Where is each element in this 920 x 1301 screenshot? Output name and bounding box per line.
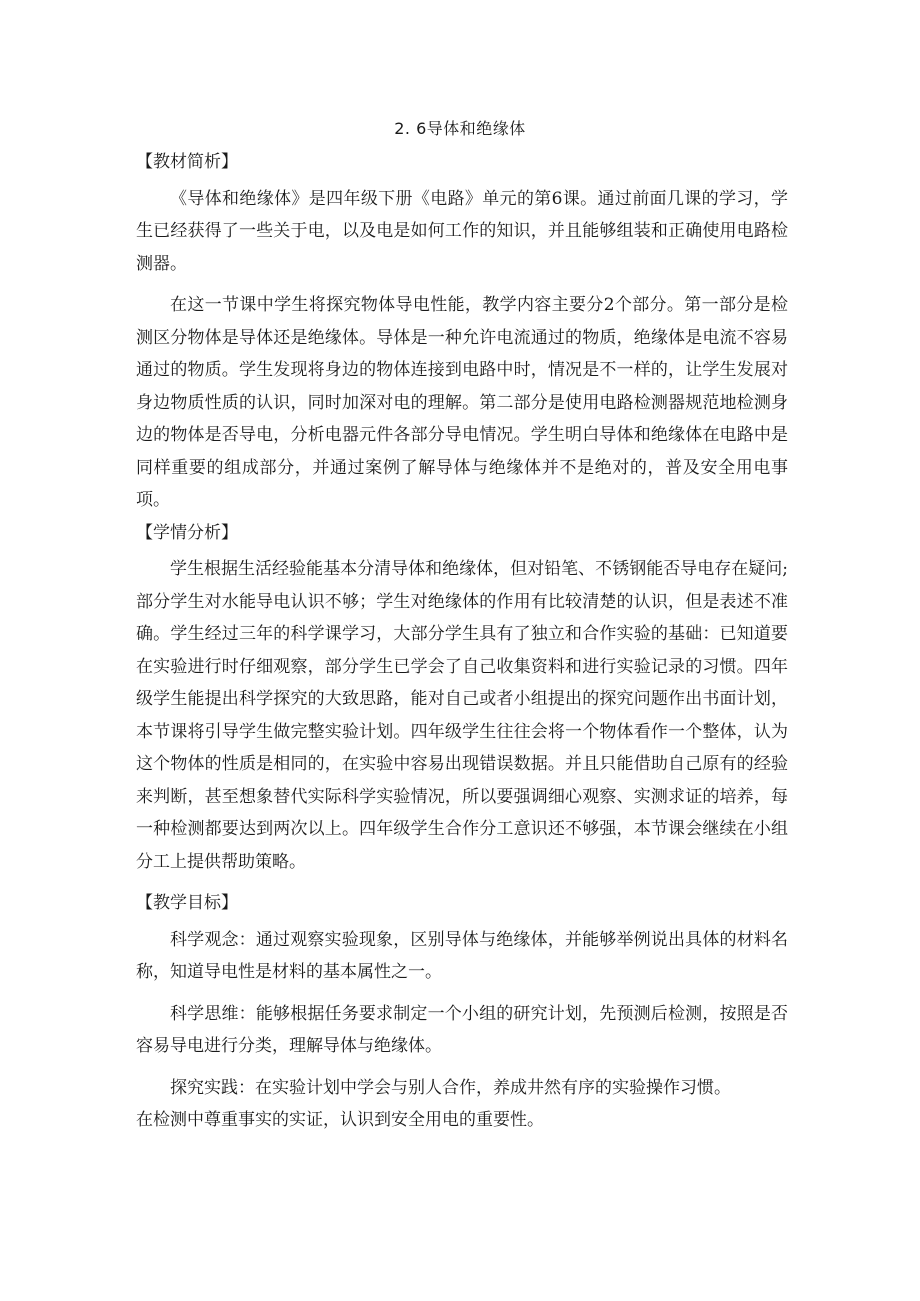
paragraph-textbook-intro: 《导体和绝缘体》是四年级下册《电路》单元的第6课。通过前面几课的学习，学生已经获得了一些关于电，以及电是如何工作的知识，并且能够组装和正确使用电路检测器。	[136, 188, 788, 274]
document-title: 2. 6导体和绝缘体	[394, 119, 526, 138]
paragraph-textbook-content: 在这一节课中学生将探究物体导电性能，教学内容主要分2个部分。第一部分是检测区分物体是导体还是绝缘体。导体是一种允许电流通过的物质，绝缘体是电流不容易通过的物质。学生发现将身边的物体连接到电路中时，情况是不一样的，让学生发展对身边物质性质的认识，同时加深对电的理解。第二部分是使用电路检测器规范地检测身边的物体是否导电，分析电器元件各部分导电情况。学生明白导体和绝缘体在电路中是同样重要的组成部分，并通过案例了解导体与绝缘体并不是绝对的，普及安全用电事项。	[136, 295, 788, 510]
section-heading-student-analysis: 【学情分析】	[136, 522, 238, 543]
paragraph-goal-safety: 在检测中尊重事实的实证，认识到安全用电的重要性。	[136, 1110, 544, 1130]
paragraph-goal-inquiry-practice: 探究实践：在实验计划中学会与别人合作，养成井然有序的实验操作习惯。	[170, 1077, 731, 1098]
paragraph-goal-science-thinking: 科学思维：能够根据任务要求制定一个小组的研究计划，先预测后检测，按照是否容易导电进行分类，理解导体与绝缘体。	[136, 1003, 788, 1056]
document-body	[136, 146, 788, 1137]
paragraph-student-analysis: 学生根据生活经验能基本分清导体和绝缘体，但对铅笔、不锈钢能否导电存在疑问;部分学生对水能导电认识不够；学生对绝缘体的作用有比较清楚的认识，但是表述不准确。学生经过三年的科学课学习，大部分学生具有了独立和合作实验的基础：已知道要在实验进行时仔细观察，部分学生已学会了自己收集资料和进行实验记录的习惯。四年级学生能提出科学探究的大致思路，能对自己或者小组提出的探究问题作出书面计划，本节课将引导学生做完整实验计划。四年级学生往往会将一个物体看作一个整体，认为这个物体的性质是相同的，在实验中容易出现错误数据。并且只能借助自己原有的经验来判断，甚至想象替代实际科学实验情况，所以要强调细心观察、实测求证的培养，每一种检测都要达到两次以上。四年级学生合作分工意识还不够强，本节课会继续在小组分工上提供帮助策略。	[136, 559, 788, 872]
section-heading-textbook-analysis: 【教材简析】	[136, 152, 238, 172]
paragraph-goal-science-concept: 科学观念：通过观察实验现象，区别导体与绝缘体，并能够举例说出具体的材料名称，知道导电性是材料的基本属性之一。	[136, 929, 788, 982]
section-heading-teaching-goals: 【教学目标】	[136, 893, 238, 913]
